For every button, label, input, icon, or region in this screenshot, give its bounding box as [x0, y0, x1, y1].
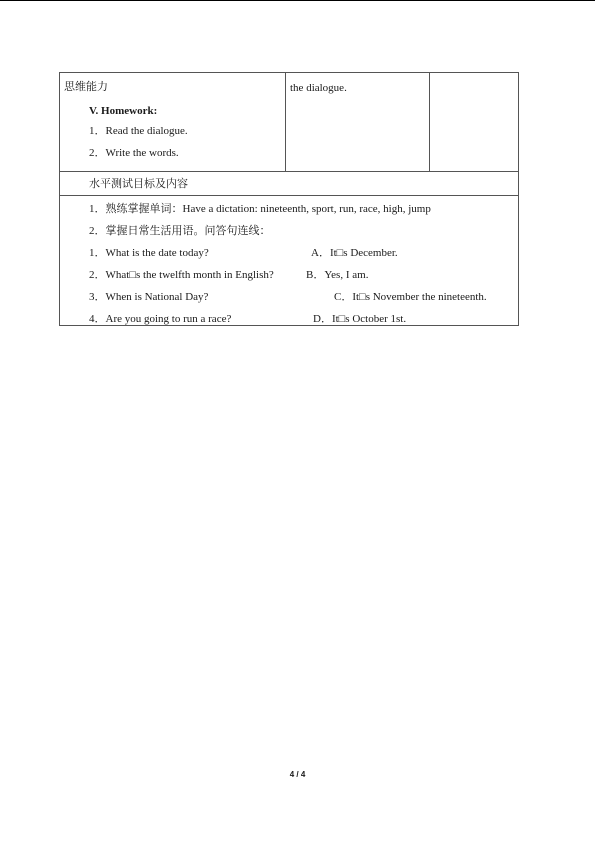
question-4: 4．Are you going to run a race?	[89, 313, 232, 325]
answer-a: A．It□s December.	[311, 247, 398, 259]
table-border-top	[59, 72, 519, 73]
page-top-rule	[0, 0, 595, 1]
table-border-right	[518, 72, 519, 326]
answer-b: B．Yes, I am.	[306, 269, 369, 281]
question-3: 3．When is National Day?	[89, 291, 209, 303]
thinking-label: 思维能力	[64, 81, 108, 93]
homework-heading: V. Homework:	[89, 105, 158, 117]
assessment-heading: 水平测试目标及内容	[89, 178, 188, 190]
homework-item: 1．Read the dialogue.	[89, 125, 188, 137]
question-2: 2．What□s the twelfth month in English?	[89, 269, 274, 281]
row-divider-1	[59, 171, 519, 172]
question-1: 1．What is the date today?	[89, 247, 209, 259]
row-divider-2	[59, 195, 519, 196]
phrase-item: 2．掌握日常生活用语。问答句连线：	[89, 225, 271, 237]
col2-text: the dialogue.	[290, 82, 347, 94]
col-divider-1	[285, 72, 286, 171]
answer-d: D．It□s October 1st.	[313, 313, 407, 325]
col-divider-2	[429, 72, 430, 171]
homework-item: 2．Write the words.	[89, 147, 179, 159]
vocab-item: 1．熟练掌握单词：Have a dictation: nineteenth, sport, run, race, high, jump	[89, 203, 431, 215]
table-border-left	[59, 72, 60, 326]
page-number: 4 / 4	[289, 770, 306, 779]
answer-c: C．It□s November the nineteenth.	[334, 291, 487, 303]
